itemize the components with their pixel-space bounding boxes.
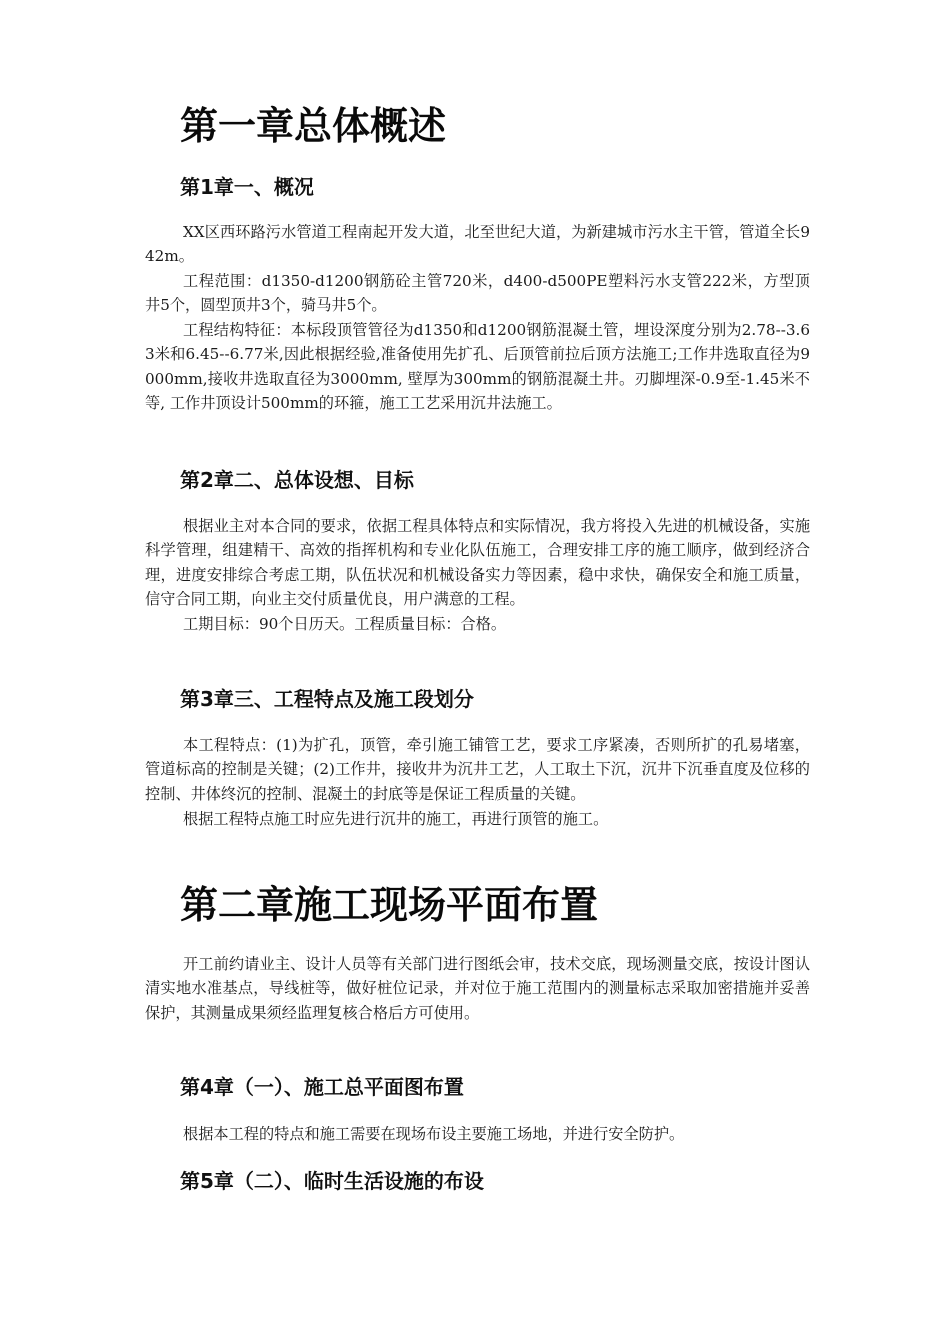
chapter-2-intro-paragraph: 开工前约请业主、设计人员等有关部门进行图纸会审，技术交底，现场测量交底，按设计图认清实地水准基点，导线桩等，做好桩位记录，并对位于施工范围内的测量标志采取加密措施并妥善保护，其测量成果须经监理复核合格后方可使用。 <box>145 955 810 1022</box>
section-2-paragraph-plan: 根据业主对本合同的要求，依据工程具体特点和实际情况，我方将投入先进的机械设备，实施科学管理，组建精干、高效的指挥机构和专业化队伍施工，合理安排工序的施工顺序，做到经济合理，进度安排综合考虑工期，队伍状况和机械设备实力等因素，稳中求快，确保安全和施工质量，信守合同工期，向业主交付质量优良，用户满意的工程。 <box>145 517 810 609</box>
chapter-1-title: 第一章总体概述 <box>180 104 447 148</box>
section-3-paragraph-features: 本工程特点：(1)为扩孔，顶管，牵引施工铺管工艺，要求工序紧凑，否则所扩的孔易堵塞，管道标高的控制是关键；(2)工作井，接收井为沉井工艺，人工取土下沉，沉井下沉垂直度及位移的控制、井体终沉的控制、混凝土的封底等是保证工程质量的关键。 <box>145 736 810 803</box>
section-1-paragraph-structure: 工程结构特征：本标段顶管管径为d1350和d1200钢筋混凝土管，埋设深度分别为2.78--3.63米和6.45--6.77米,因此根据经验,准备使用先扩孔、后顶管前拉后顶方法施工;工作井选取直径为9000mm,接收井选取直径为3000mm, 壁厚为300mm的钢筋混凝土井。刃脚埋深-0.9至-1.45米不等, 工作井顶设计500mm的环箍，施工工艺采用沉井法施工。 <box>145 321 810 413</box>
section-5-title: 第5章（二）、临时生活设施的布设 <box>180 1169 484 1193</box>
section-1-title: 第1章一、概况 <box>180 175 314 199</box>
section-1-paragraph-overview: XX区西环路污水管道工程南起开发大道，北至世纪大道，为新建城市污水主干管，管道全长942m。 <box>145 223 810 266</box>
section-2-title: 第2章二、总体设想、目标 <box>180 468 414 492</box>
section-3-paragraph-sequence: 根据工程特点施工时应先进行沉井的施工，再进行顶管的施工。 <box>183 810 609 828</box>
chapter-2-title: 第二章施工现场平面布置 <box>180 883 599 927</box>
section-4-paragraph: 根据本工程的特点和施工需要在现场布设主要施工场地，并进行安全防护。 <box>183 1125 685 1143</box>
section-3-title: 第3章三、工程特点及施工段划分 <box>180 687 474 711</box>
section-2-paragraph-goals: 工期目标：90个日历天。工程质量目标：合格。 <box>183 615 507 633</box>
section-4-title: 第4章（一）、施工总平面图布置 <box>180 1075 464 1099</box>
section-1-paragraph-scope: 工程范围：d1350-d1200钢筋砼主管720米，d400-d500PE塑料污水支管222米，方型顶井5个，圆型顶井3个，骑马井5个。 <box>145 272 810 315</box>
